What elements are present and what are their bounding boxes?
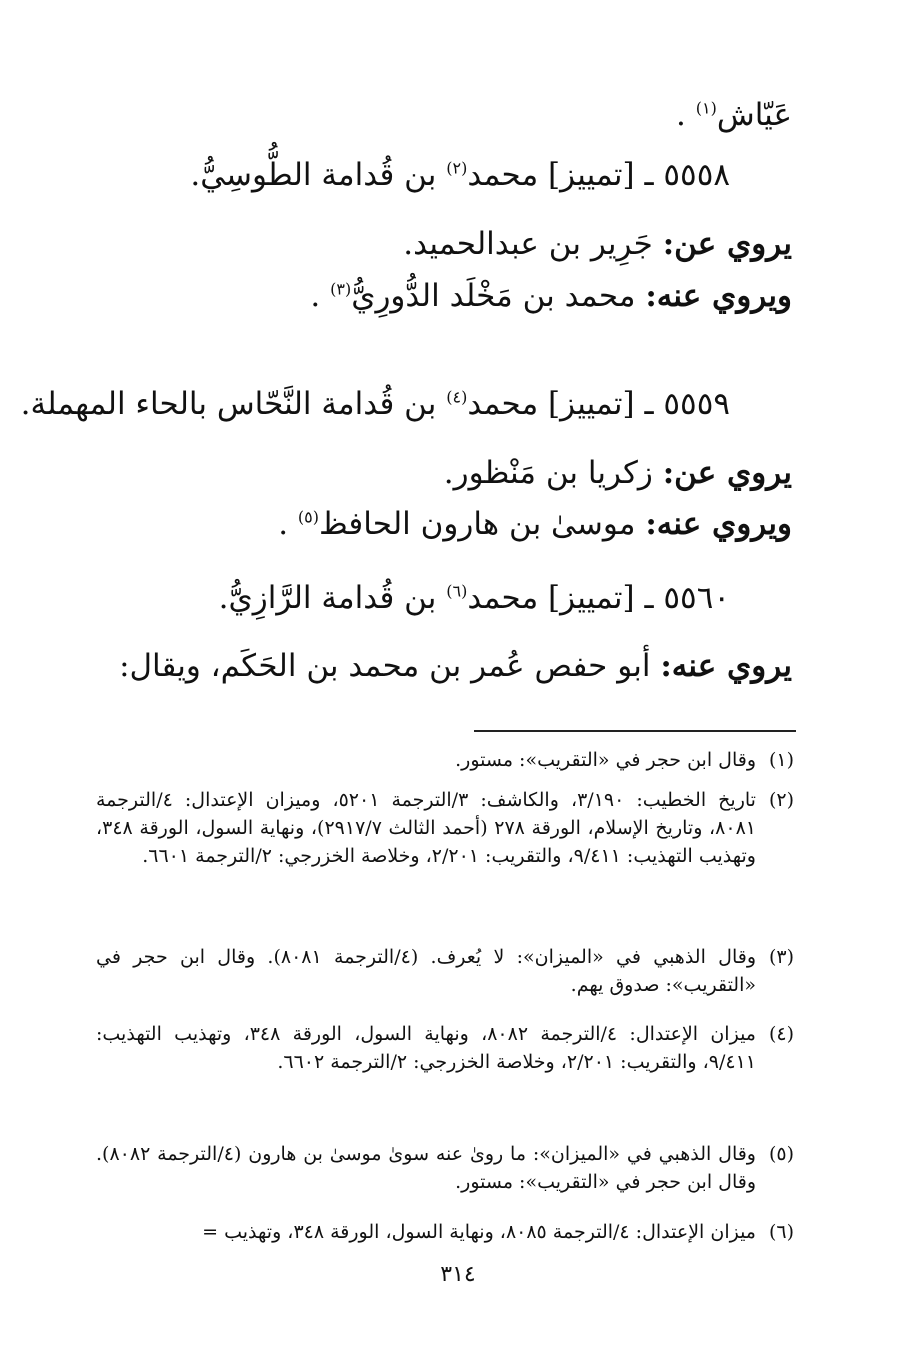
text: موسىٰ بن هارون الحافظ [319,506,636,542]
footnote-text-1: وقال ابن حجر في «التقريب»: مستور. [455,749,756,771]
text: جَرِير بن عبدالحميد. [403,226,653,262]
page-number: ٣١٤ [440,1262,476,1287]
narrated-by-5558 [310,276,792,316]
text: أبو حفص عُمر بن محمد بن الحَكَم، ويقال: [119,648,651,684]
entry-sep: ـ [644,580,654,616]
entry-heading-5558 [190,155,730,195]
entry-number: ٥٥٥٨ [663,157,730,193]
entry-name: [تمييز] محمد [467,386,635,422]
footnote-ref[interactable]: (٣) [330,279,352,299]
narrated-by-5560 [119,646,792,686]
footnote-ref[interactable]: (٦) [446,581,468,601]
footnote-ref[interactable]: (٤) [446,387,468,407]
entry-name: [تمييز] محمد [467,580,635,616]
label: ويروي عنه: [645,506,792,542]
footnote-ref[interactable]: (٢) [446,158,468,178]
text: . [310,278,321,314]
footnote-separator [474,730,796,732]
label: يروي عنه: [660,648,792,684]
label: يروي عن: [662,226,792,262]
entry-heading-5560 [219,578,730,618]
text: عَيّاش [716,97,792,133]
text: محمد بن مَخْلَد الدُّورِيُّ [351,278,636,314]
footnote-number-1: (١) [768,749,794,771]
entry-name-rest: بن قُدامة الرَّازِيُّ. [218,580,437,616]
entry-heading-5559 [21,384,730,424]
label: يروي عن: [662,455,792,491]
footnote-number-5: (٥) [768,1143,794,1165]
footnote-text-2: تاريخ الخطيب: ٣/١٩٠، والكاشف: ٣/الترجمة ٥٢٠١، وميزان الإعتدال: ٤/الترجمة ٨٠٨١، وتاريخ الإسلام، الورقة ٢٧٨ (أحمد الثالث ٢٩١٧/٧)، ونهاية السول، الورقة ٣٤٨، وتهذيب التهذيب: ٩/٤١١، والتقريب: ٢/٢٠١، وخلاصة الخزرجي: ٢/الترجمة ٦٦٠١. [96,789,756,867]
text: زكريا بن مَنْظور. [443,455,653,491]
narrated-by-5559 [278,504,792,544]
continuation-line [676,95,792,135]
text: . [676,97,686,133]
entry-sep: ـ [644,386,654,422]
footnote-number-6: (٦) [768,1221,794,1243]
entry-name-rest: بن قُدامة الطُّوسِيُّ. [190,157,437,193]
footnote-text-4: ميزان الإعتدال: ٤/الترجمة ٨٠٨٢، ونهاية السول، الورقة ٣٤٨، وتهذيب التهذيب: ٩/٤١١، والتقريب: ٢/٢٠١، وخلاصة الخزرجي: ٢/الترجمة ٦٦٠٢. [96,1023,756,1073]
footnote-ref[interactable]: (١) [695,98,717,118]
text: . [278,506,289,542]
entry-name-rest: بن قُدامة النَّحّاس بالحاء المهملة. [20,386,437,422]
footnote-text-3: وقال الذهبي في «الميزان»: لا يُعرف. (٤/الترجمة ٨٠٨١). وقال ابن حجر في «التقريب»: صدوق يهم. [96,946,756,996]
footnote-number-2: (٢) [768,789,794,811]
narrates-from-5559 [444,453,792,493]
footnote-number-3: (٣) [768,946,794,968]
entry-name: [تمييز] محمد [467,157,635,193]
entry-number: ٥٥٥٩ [663,386,730,422]
narrates-from-5558 [403,224,792,264]
entry-number: ٥٥٦٠ [663,580,730,616]
footnote-text-5: وقال الذهبي في «الميزان»: ما روىٰ عنه سوىٰ موسىٰ بن هارون (٤/الترجمة ٨٠٨٢). وقال ابن حجر في «التقريب»: مستور. [96,1143,756,1193]
label: ويروي عنه: [645,278,792,314]
footnote-number-4: (٤) [768,1023,794,1045]
entry-sep: ـ [644,157,654,193]
footnote-ref[interactable]: (٥) [297,507,319,527]
footnote-text-6: ميزان الإعتدال: ٤/الترجمة ٨٠٨٥، ونهاية السول، الورقة ٣٤٨، وتهذيب = [202,1221,756,1243]
